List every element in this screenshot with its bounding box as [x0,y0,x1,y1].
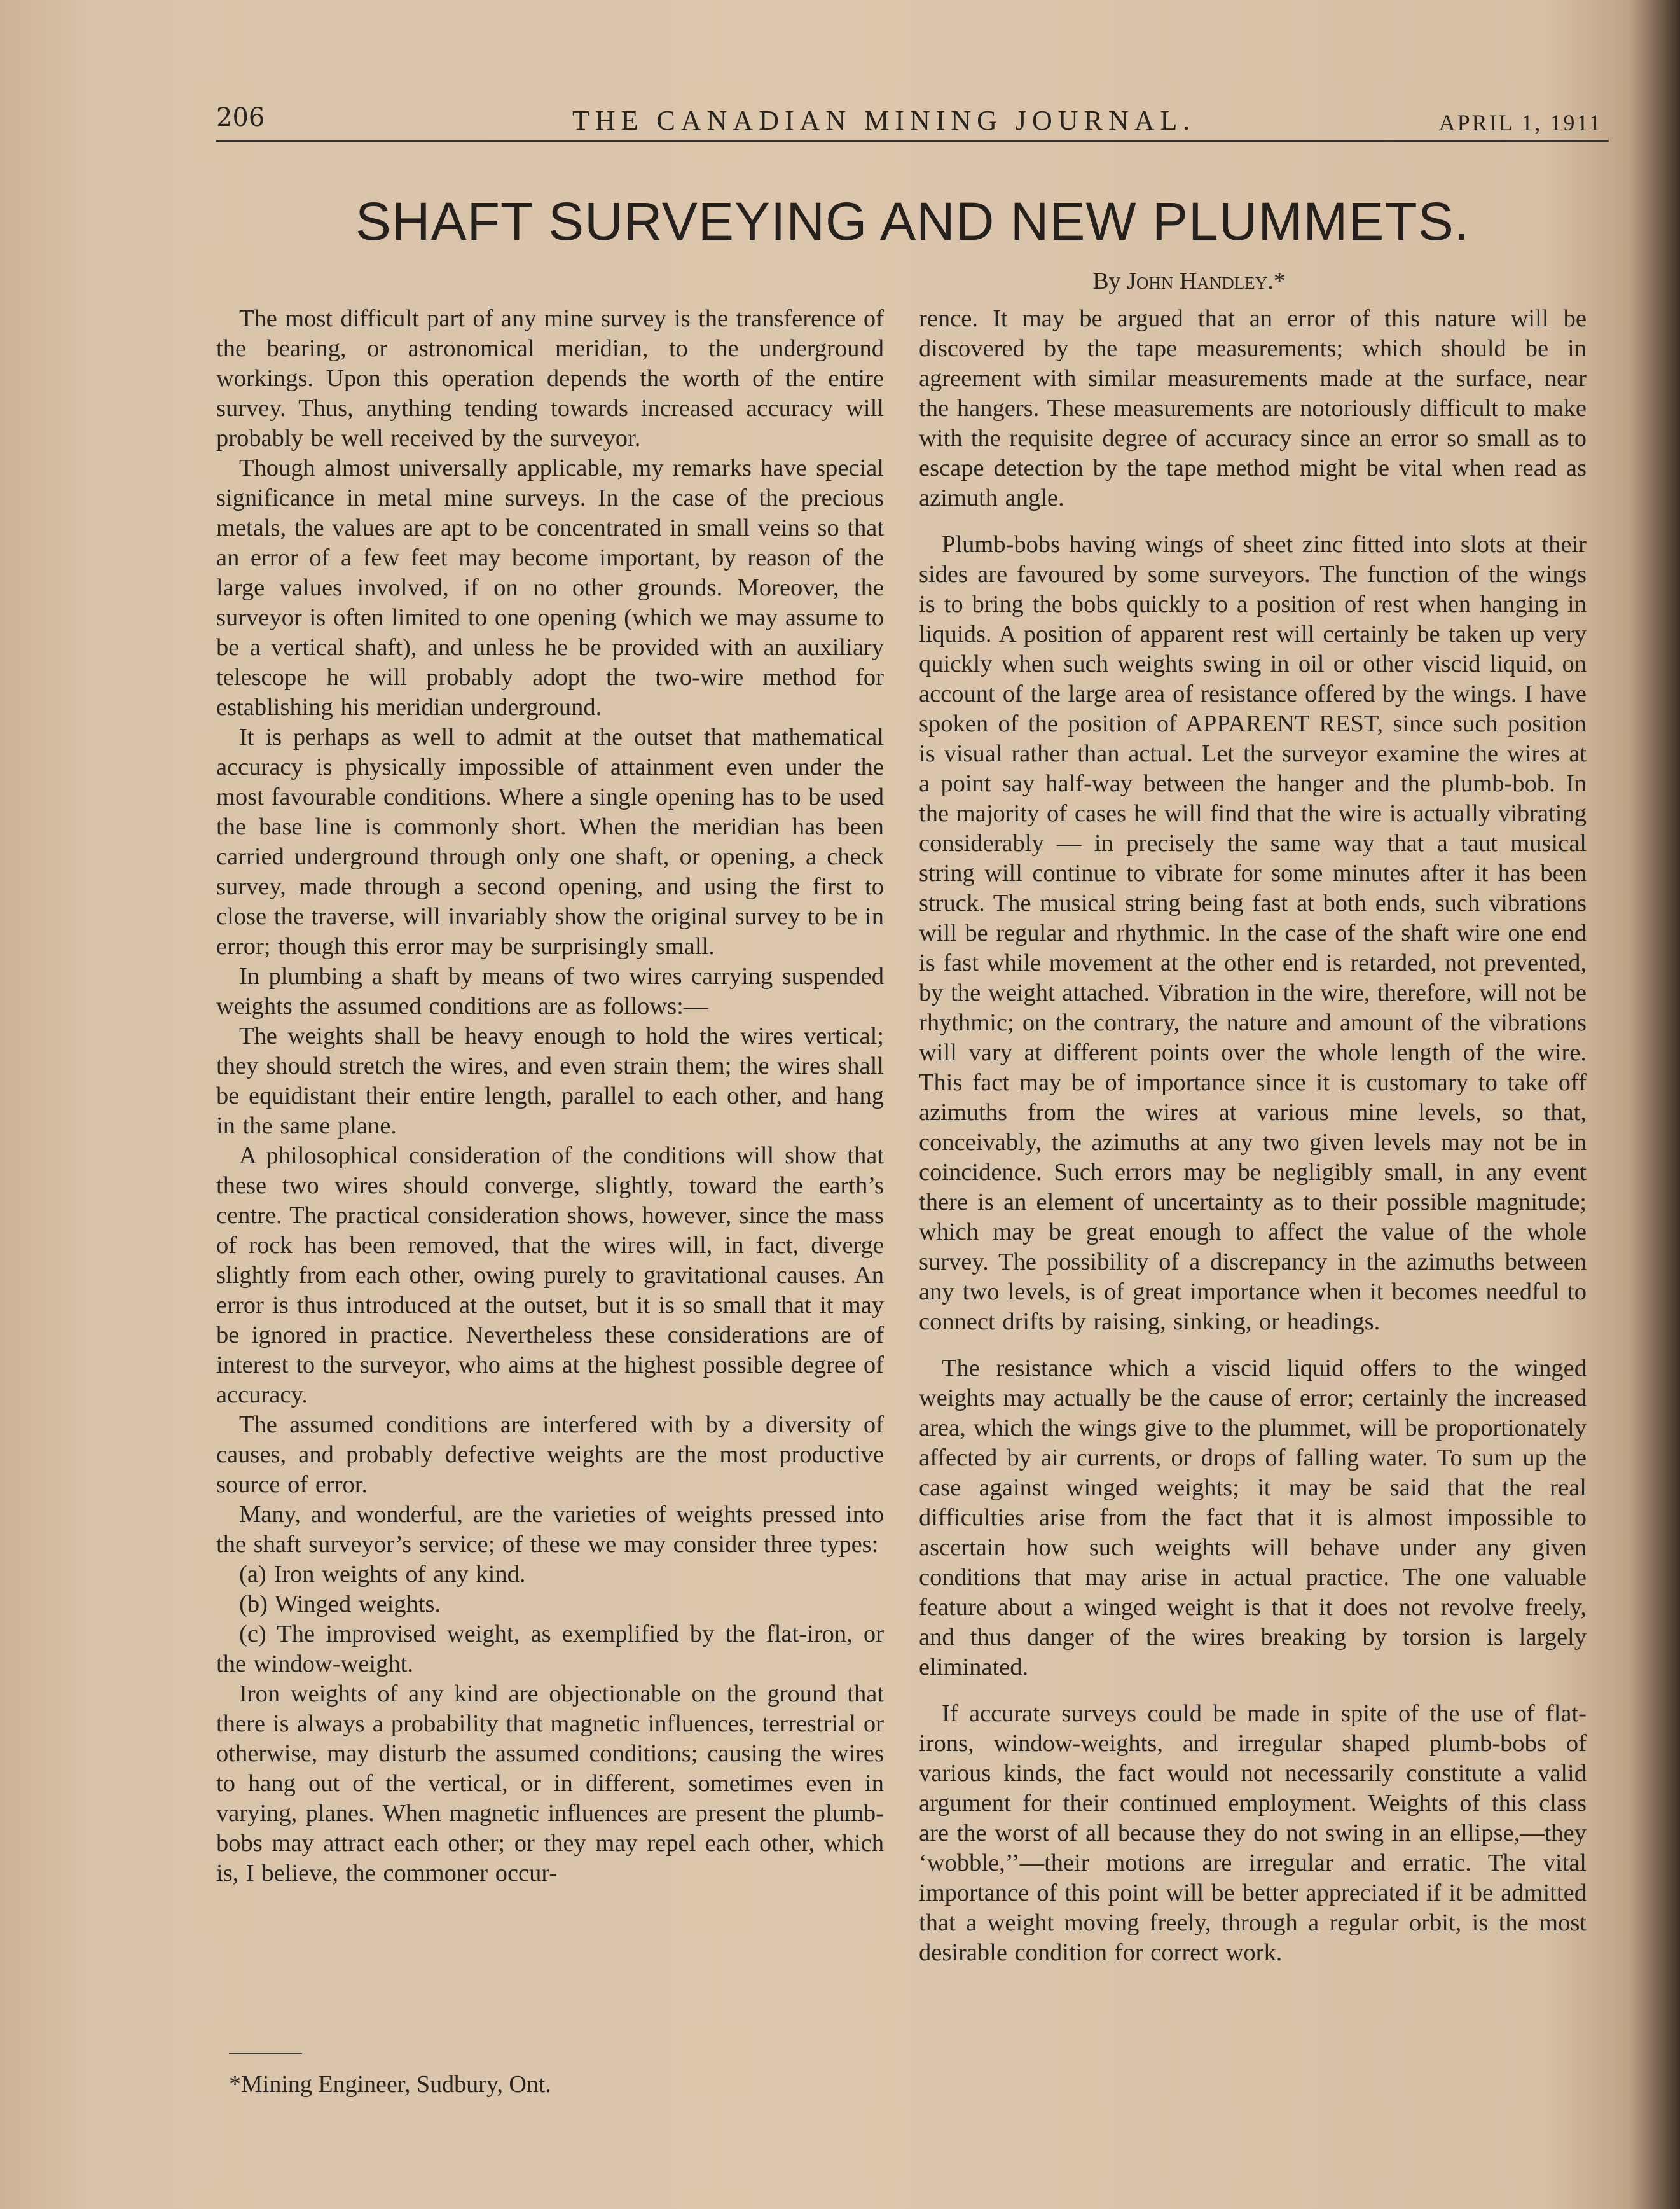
issue-date: APRIL 1, 1911 [1438,110,1602,135]
running-head [216,89,1609,142]
page-number: 206 [216,103,265,132]
article-title: SHAFT SURVEYING AND NEW PLUMMETS. [355,191,1470,251]
byline-author: John Handley.* [1127,268,1286,294]
paragraph: A philosophical consideration of the conditions will show that these two wires should converge, slightly, toward the earth’s centre. The practical consideration shows, however, since the mass of rock has been removed, that the wires will, in fact, diverge slightly from each other, owing purely to gravitational causes. An error is thus introduced at the outset, but it is so small that it may be ignored in practice. Nevertheless these considerations are of interest to the surveyor, who aims at the highest possible degree of accuracy. [216,1142,884,1408]
paragraph: rence. It may be argued that an error of this nature will be discovered by the tape measurements; which should be in agreement with similar measurements made at the surface, near the hangers. These measurements are notoriously difficult to make with the requisite degree of accuracy since an error so small as to escape detection by the tape method might be vital when read as azimuth angle. [919,305,1587,511]
paragraph: Though almost universally applicable, my remarks have special significance in metal mine surveys. In the case of the precious metals, the values are apt to be concentrated in small veins so that an error of a few feet may become important, by reason of the large values involved, if on no other grounds. Moreover, the surveyor is often limited to one opening (which we may assume to be a vertical shaft), and unless he be provided with an auxiliary telescope he will probably adopt the two-wire method for establishing his meridian underground. [216,455,884,721]
paragraph: The resistance which a viscid liquid offers to the winged weights may actually be the cause of error; certainly the increased area, which the wings give to the plummet, will be proportionately affected by air currents, or drops of falling water. To sum up the case against winged weights; it may be said that the real difficulties arise from the fact that it is almost impossible to ascertain how such weights will behave under any given conditions that may arise in actual practice. The one valuable feature about a winged weight is that it does not revolve freely, and thus danger of the wires breaking by torsion is largely eliminated. [919,1355,1587,1680]
paragraph: Plumb-bobs having wings of sheet zinc fitted into slots at their sides are favoured by some surveyors. The function of the wings is to bring the bobs quickly to a position of rest when hanging in liquids. A position of apparent rest will certainly be taken up very quickly when such weights swing in oil or other viscid liquid, on account of the large area of resistance offered by the wings. I have spoken of the position of APPARENT REST, since such position is visual rather than actual. Let the surveyor examine the wires at a point say half-way between the hanger and the plumb-bob. In the majority of cases he will find that the wire is actually vibrating considerably — in precisely the same way that a taut musical string will continue to vibrate for some minutes after it has been struck. The musical string being fast at both ends, such vibrations will be regular and rhythmic. In the case of the shaft wire one end is fast while movement at the other end is retarded, not prevented, by the weight attached. Vibration in the wire, therefore, will not be rhythmic; on the contrary, the nature and amount of the vibrations will vary at different points over the whole length of the wire. This fact may be of importance since it is customary to take off azimuths from the wires at various mine levels, so that, conceivably, the azimuths at any two given levels may not be in coincidence. Such errors may be negligibly small, in any event there is an element of uncertainty as to their possible magnitude; which may be great enough to affect the value of the whole survey. The possibility of a discrepancy in the azimuths between any two levels, is of great importance when it becomes needful to connect drifts by raising, sinking, or headings. [919,531,1587,1335]
left-column [216,304,884,2098]
paragraph: If accurate surveys could be made in spite of the use of flat-irons, window-weights, and irregular shaped plumb-bobs of various kinds, the fact would not necessarily constitute a valid argument for their continued employment. Weights of this class are the worst of all because they do not swing in an ellipse,—they ‘wobble,’’—their motions are irregular and erratic. The vital importance of this point will be better appreciated if it be admitted that a weight moving freely, through a regular orbit, is the most desirable condition for correct work. [919,1700,1587,1966]
paragraph: Many, and wonderful, are the varieties of weights pressed into the shaft surveyor’s service; of these we may consider three types: [216,1501,884,1558]
byline [763,267,1615,295]
paragraph: The most difficult part of any mine survey is the transference of the bearing, or astronomical meridian, to the underground workings. Upon this operation depends the worth of the entire survey. Thus, anything tending towards increased accuracy will probably be well received by the surveyor. [216,305,884,452]
paragraph: In plumbing a shaft by means of two wires carrying suspended weights the assumed conditions are as follows:— [216,963,884,1020]
footnote: *Mining Engineer, Sudbury, Ont. [229,2071,551,2098]
list-item: (a) Iron weights of any kind. [239,1561,526,1588]
list-item: (b) Winged weights. [239,1591,441,1617]
paragraph: The assumed conditions are interfered with by a diversity of causes, and probably defective weights are the most productive source of error. [216,1411,884,1498]
list-item: (c) The improvised weight, as exemplified by the flat-iron, or the window-weight. [216,1621,884,1677]
journal-title: THE CANADIAN MINING JOURNAL. [572,105,1196,136]
footnote-rule [229,2053,302,2054]
paragraph: It is perhaps as well to admit at the outset that mathematical accuracy is physically impossible of attainment even under the most favourable conditions. Where a single opening has to be used the base line is commonly short. When the meridian has been carried underground through only one shaft, or opening, a check survey, made through a second opening, and using the first to close the traverse, will invariably show the original survey to be in error; though this error may be surprisingly small. [216,724,884,960]
paragraph: The weights shall be heavy enough to hold the wires vertical; they should stretch the wires, and even strain them; the wires shall be equidistant their entire length, parallel to each other, and hang in the same plane. [216,1023,884,1139]
right-column [919,304,1587,2098]
byline-prefix: By [1092,268,1121,294]
paragraph: Iron weights of any kind are objectionable on the ground that there is always a probability that magnetic influences, terrestrial or otherwise, may disturb the assumed conditions; causing the wires to hang out of the vertical, or in different, sometimes even in varying, planes. When magnetic influences are present the plumb-bobs may attract each other; or they may repel each other, which is, I believe, the commoner occur- [216,1680,884,1887]
